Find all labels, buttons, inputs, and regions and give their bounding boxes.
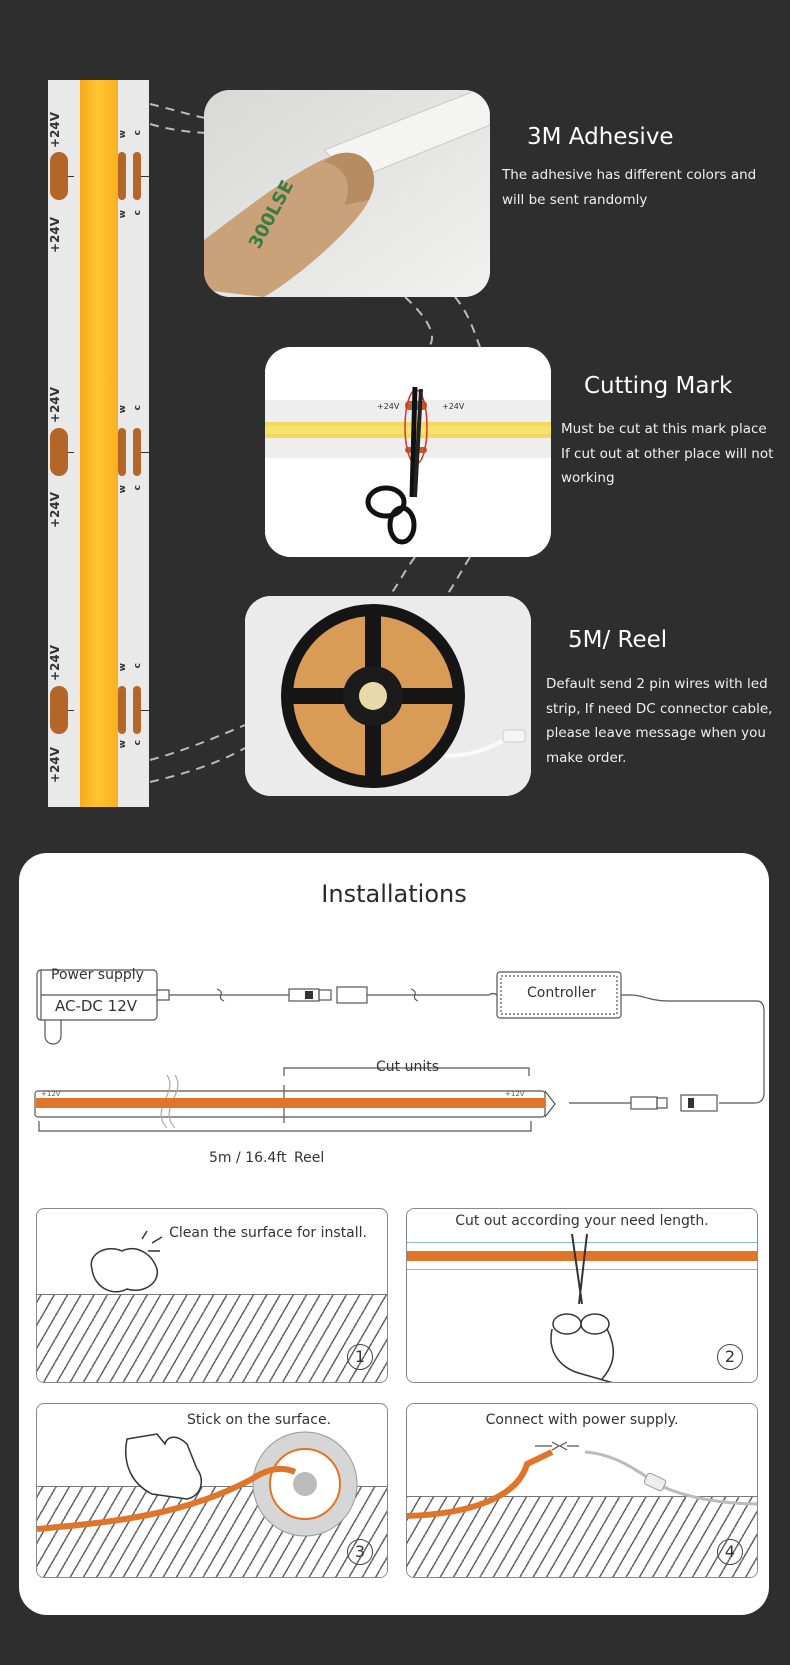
- pad-tick: [141, 710, 149, 711]
- acdc-label: AC-DC 12V: [55, 997, 138, 1015]
- stick-illustration: [37, 1404, 388, 1578]
- pad-label: +24V: [48, 644, 62, 682]
- strip-label-right: +12V: [505, 1090, 525, 1098]
- pad-tick: [141, 176, 149, 177]
- c-label: c: [133, 405, 143, 411]
- pad-label: +24V: [48, 746, 62, 784]
- cutting-mark-photo: [265, 347, 551, 557]
- c-label: c: [133, 663, 143, 669]
- pad-label: +24V: [48, 111, 62, 149]
- step-4-connect: [406, 1403, 758, 1578]
- feature-title-adhesive: 3M Adhesive: [527, 124, 674, 150]
- pad-label: +24V: [48, 491, 62, 529]
- step-1-clean: [36, 1208, 388, 1383]
- power-supply-label: Power supply: [51, 967, 144, 983]
- solder-pad: [50, 152, 68, 200]
- reel-label: Reel: [294, 1150, 325, 1166]
- pad-tick: [141, 452, 149, 453]
- step-caption: Clean the surface for install.: [169, 1225, 367, 1241]
- wiring-diagram: [19, 853, 769, 1183]
- step-number: 3: [347, 1539, 373, 1565]
- c-label: c: [133, 485, 143, 491]
- cut-label-right: +24V: [442, 402, 465, 411]
- step-caption: Cut out according your need length.: [455, 1213, 709, 1229]
- w-label: w: [118, 740, 128, 749]
- step-caption: Connect with power supply.: [485, 1412, 679, 1428]
- w-label: w: [118, 405, 128, 414]
- solder-pad: [50, 686, 68, 734]
- w-label: w: [118, 130, 128, 139]
- pad-tick: [68, 710, 74, 711]
- solder-pad-w: [118, 686, 126, 734]
- cut-label-left: +24V: [377, 402, 400, 411]
- installations-title: Installations: [321, 880, 467, 908]
- solder-pad-w: [118, 428, 126, 476]
- c-label: c: [133, 130, 143, 136]
- step-caption: Stick on the surface.: [187, 1412, 332, 1428]
- surface-hatch: [37, 1294, 387, 1383]
- pad-label: +24V: [48, 216, 62, 254]
- strip-label-left: +12V: [41, 1090, 61, 1098]
- step-number: 1: [347, 1344, 373, 1370]
- step-number: 2: [717, 1344, 743, 1370]
- cob-led-strip: [48, 80, 149, 807]
- w-label: w: [118, 663, 128, 672]
- step-2-cut: [406, 1208, 758, 1383]
- step-3-stick: [36, 1403, 388, 1578]
- connect-illustration: [407, 1404, 758, 1578]
- pad-tick: [68, 176, 74, 177]
- hand-wiping-icon: [82, 1229, 172, 1299]
- controller-label: Controller: [527, 985, 596, 1001]
- reel-photo: [245, 596, 531, 796]
- feature-desc-reel: Default send 2 pin wires with led strip, If need DC connector cable, please leave message when you make order.: [546, 676, 773, 766]
- w-label: w: [118, 210, 128, 219]
- feature-desc-adhesive: The adhesive has different colors and will be sent randomly: [502, 167, 757, 208]
- c-label: c: [133, 740, 143, 746]
- w-label: w: [118, 485, 128, 494]
- pad-label: +24V: [48, 386, 62, 424]
- feature-desc-cutting: Must be cut at this mark place If cut out at other place will not working: [561, 421, 774, 486]
- installations-card: [19, 853, 769, 1615]
- c-label: c: [133, 210, 143, 216]
- strip-glow: [80, 80, 118, 807]
- length-label: 5m / 16.4ft: [209, 1150, 287, 1166]
- step-number: 4: [717, 1539, 743, 1565]
- adhesive-photo: [204, 90, 490, 297]
- pad-tick: [68, 452, 74, 453]
- cut-units-label: Cut units: [376, 1059, 440, 1075]
- feature-title-cutting: Cutting Mark: [584, 373, 733, 399]
- solder-pad: [50, 428, 68, 476]
- solder-pad-c: [133, 686, 141, 734]
- solder-pad-c: [133, 152, 141, 200]
- solder-pad-c: [133, 428, 141, 476]
- feature-title-reel: 5M/ Reel: [568, 627, 668, 653]
- adhesive-print-text: 300LSE: [244, 176, 299, 253]
- scissors-hand-icon: [527, 1229, 637, 1383]
- solder-pad-w: [118, 152, 126, 200]
